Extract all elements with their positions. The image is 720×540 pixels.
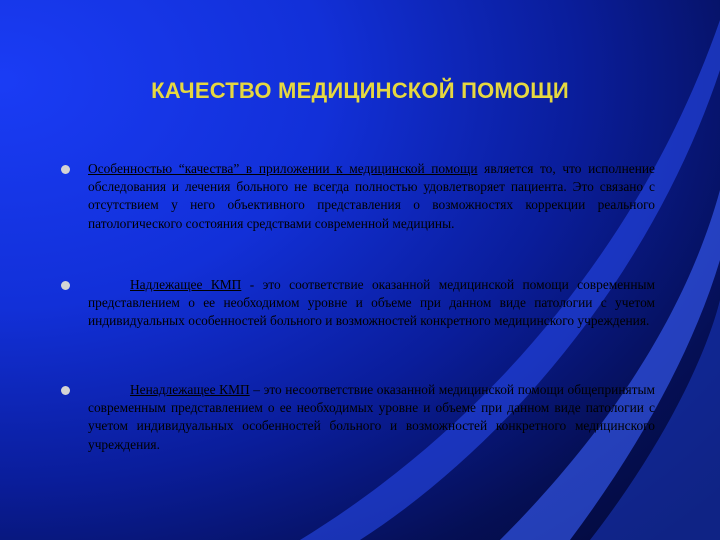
bullet-lead: Надлежащее КМП	[130, 277, 242, 292]
bullet-dot-icon	[61, 165, 70, 174]
bullet-item-improper-kmp	[88, 381, 655, 454]
bullet-item-quality	[88, 160, 655, 276]
bullet-lead: Особенностью “качества” в приложении к медицинской помощи	[88, 161, 478, 176]
slide-title: КАЧЕСТВО МЕДИЦИНСКОЙ ПОМОЩИ	[151, 78, 569, 103]
bullet-dot-icon	[61, 281, 70, 290]
bullet-lead: Ненадлежащее КМП	[130, 382, 250, 397]
bullet-text: - это соответствие оказанной медицинской помощи современным представлением о ее необходимом уровне и объеме при данном виде патологии с учетом индивидуальных особенностей больного и возможностей конкретного медицинского учреждения.	[88, 277, 655, 329]
bullet-item-proper-kmp	[88, 276, 655, 381]
slide-body	[88, 160, 655, 454]
bullet-text: – это несоответствие оказанной медицинской помощи общепринятым современным представлением о ее необходимых уровне и объеме при данном виде патологии с учетом индивидуальных особенностей больного и возможностей конкретного медицинского учреждения.	[88, 382, 655, 452]
bullet-text: является то, что исполнение обследования и лечения больного не всегда полностью удовлетворяет пациента. Это связано с отсутствием у него объективного представления о возможностях коррекции реального патологического состояния средствами современной медицины.	[88, 161, 655, 231]
bullet-dot-icon	[61, 386, 70, 395]
